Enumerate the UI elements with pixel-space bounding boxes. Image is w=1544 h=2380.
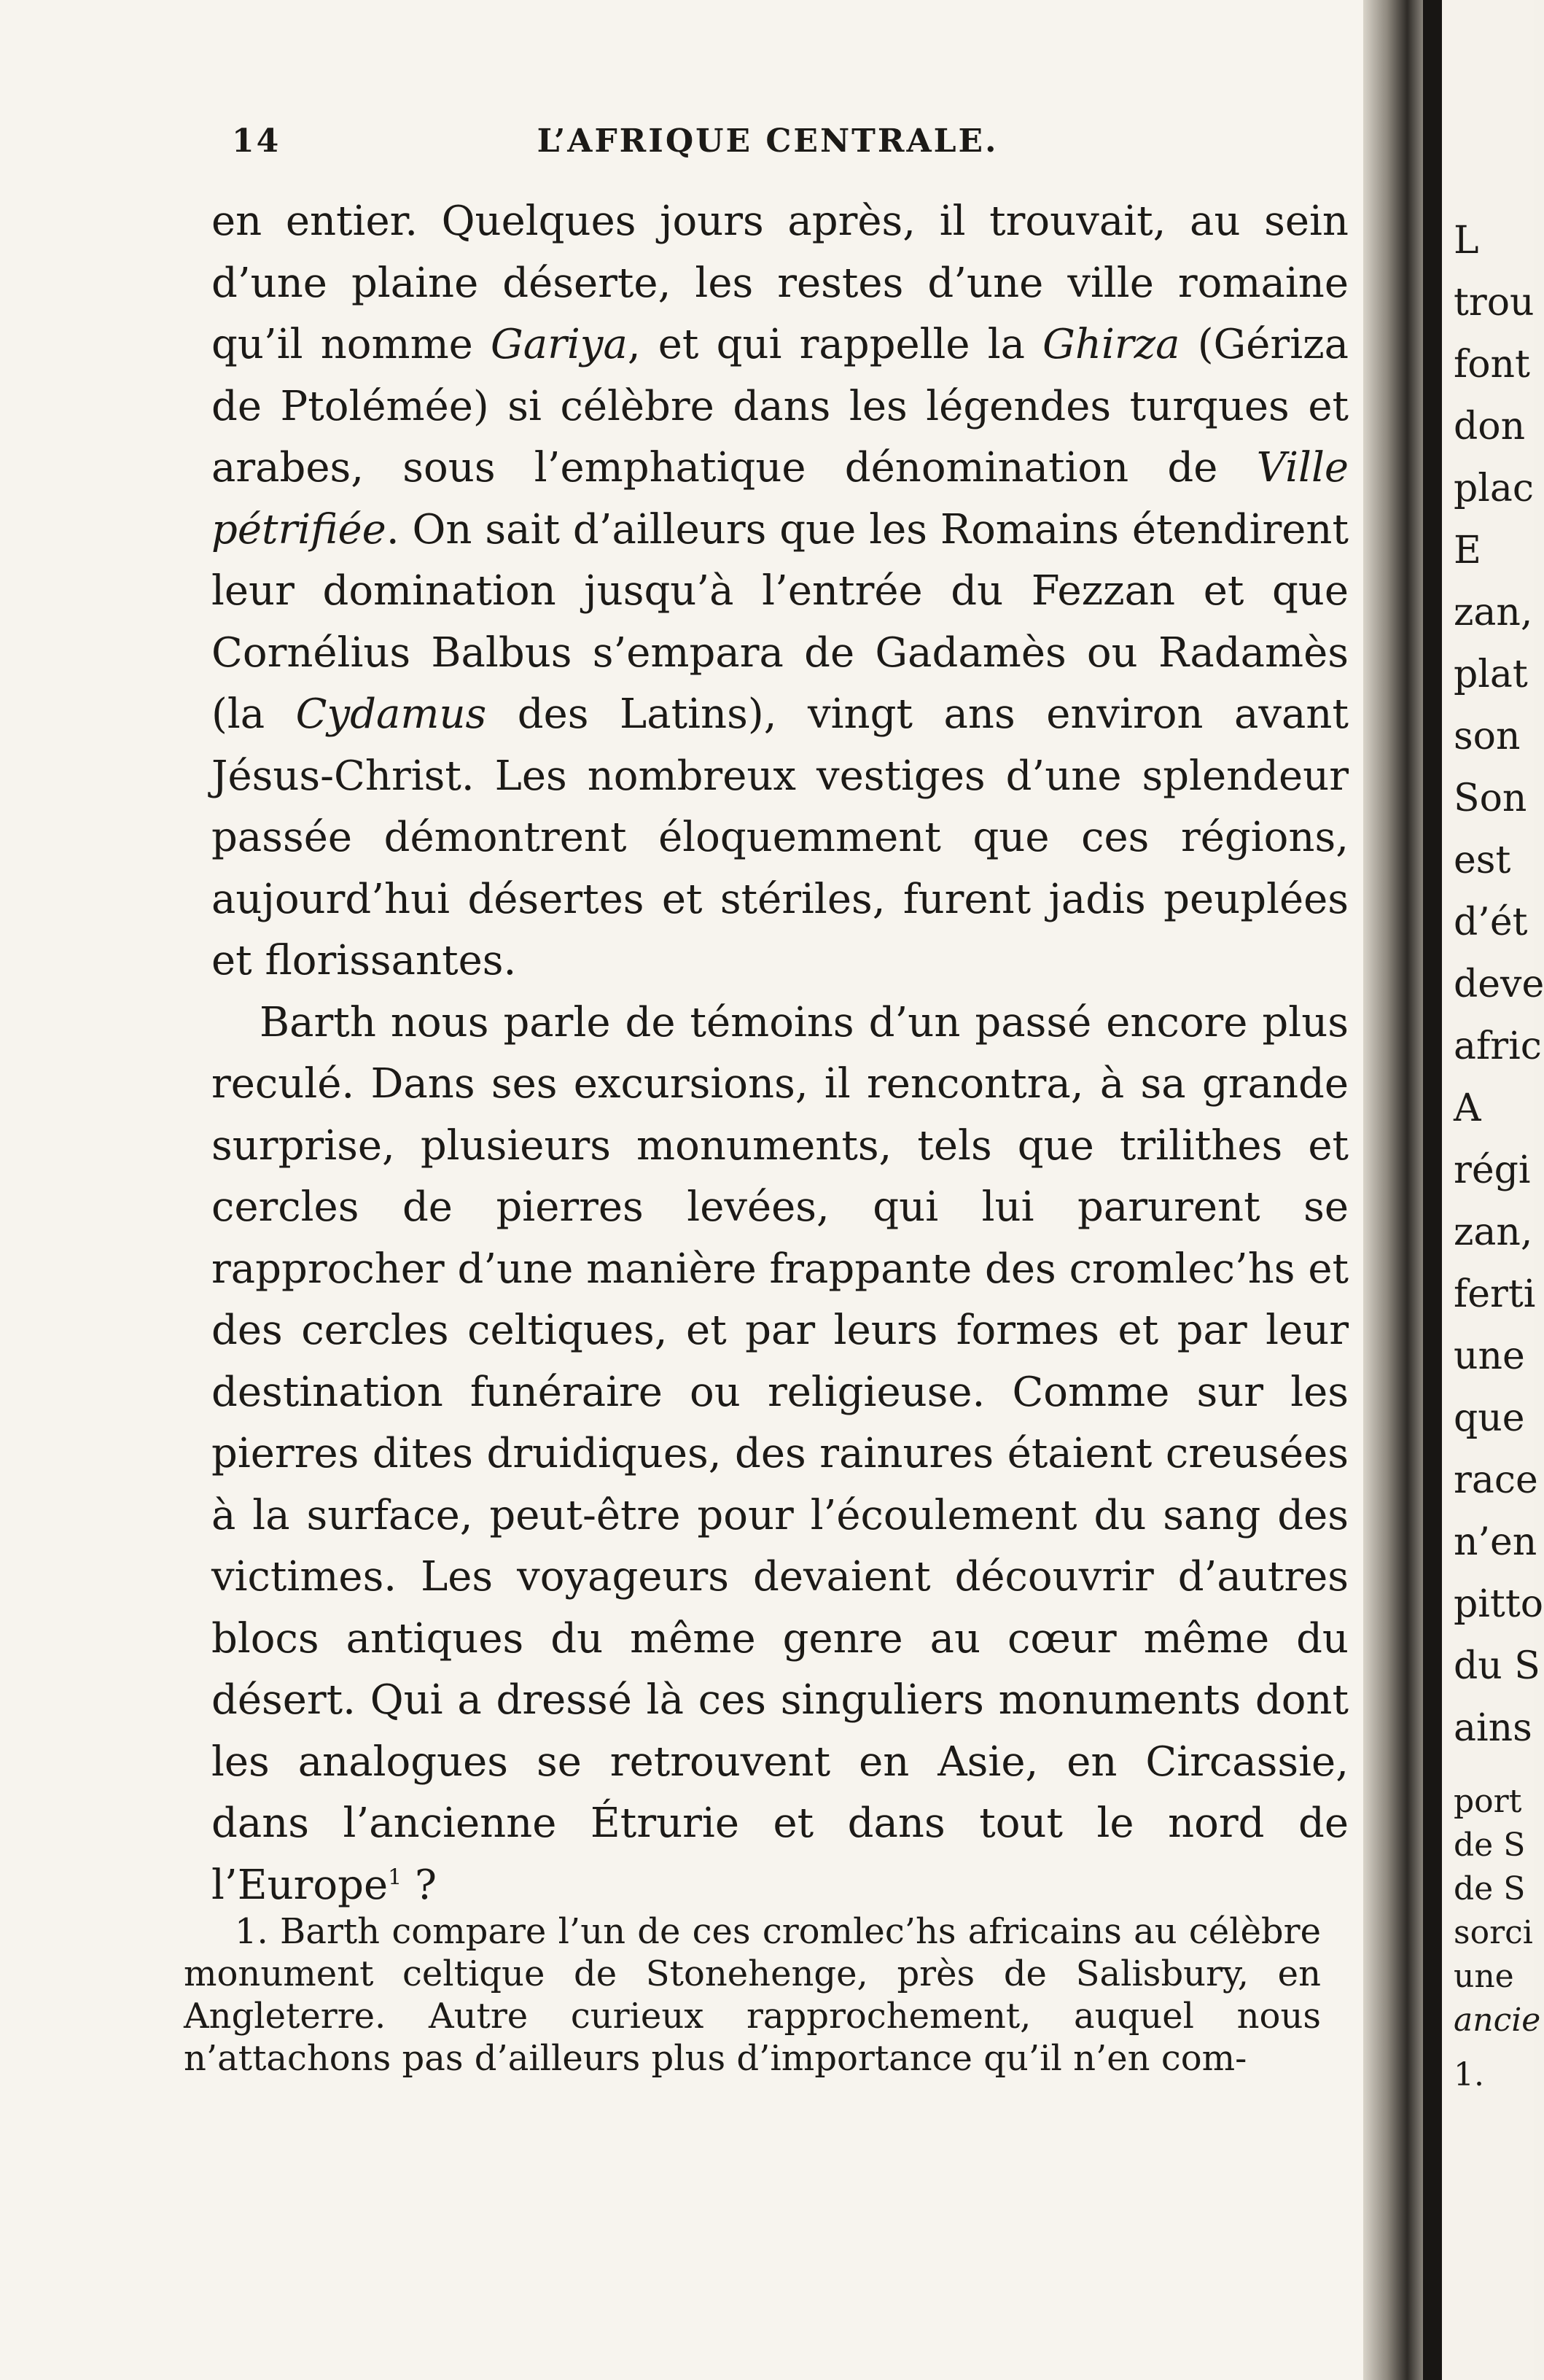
- text-run: ?: [402, 1861, 437, 1909]
- italic-term: Ghirza: [1042, 321, 1180, 368]
- binding-shadow: [1423, 0, 1442, 2380]
- text-run: Barth nous parle de témoins d’un passé encore plus reculé. Dans ses excursions, il rencontra, à sa grande surprise, plusieurs monuments, tels que trilithes et cercles de pierres levées, qui lui parurent se rapprocher d’une manière frappante des cromlec’hs et des cercles celtiques, et par leurs formes et par leur destination funéraire ou religieuse. Comme sur les pierres dites druidiques, des rainures étaient creusées à la surface, peut-être pour l’écoulement du sang des victimes. Les voyageurs devaient découvrir d’autres blocs antiques du même genre au cœur même du désert. Qui a dressé là ces singuliers monuments dont les analogues se retrouvent en Asie, en Circassie, dans l’ancienne Étrurie et dans tout le nord de l’Europe: [211, 998, 1349, 1909]
- text-run: en entier. Quelques jours après, il trouvait, au sein d’une plaine déserte, les restes d’une ville romaine qu’il nomme: [211, 198, 1349, 368]
- right-page-line-fragment: du S: [1454, 1644, 1540, 1688]
- right-page-line-fragment: font: [1454, 343, 1530, 386]
- right-page-line-fragment: plac: [1454, 467, 1535, 510]
- right-page-line-fragment: sorci: [1454, 1914, 1533, 1951]
- italic-term: Ville pétrifiée: [211, 444, 1349, 553]
- text-run: (Gériza de Ptolémée) si célèbre dans les légendes turques et arabes, sous l’emphatique dénomination de: [211, 321, 1349, 491]
- right-page-line-fragment: une: [1454, 1334, 1525, 1378]
- text-run: . On sait d’ailleurs que les Romains étendirent leur domination jusqu’à l’entrée du Fezzan et que Cornélius Balbus s’empara de Gadamès ou Radamès (la: [211, 505, 1349, 738]
- right-page-line-fragment: trou: [1454, 281, 1535, 324]
- right-page-line-fragment: zan,: [1454, 591, 1533, 634]
- right-page-line-fragment: d’ét: [1454, 901, 1528, 944]
- footnote: [184, 1910, 1321, 2080]
- right-page-line-fragment: 1.: [1454, 2056, 1484, 2093]
- text-run: des Latins), vingt ans environ avant Jésus-Christ. Les nombreux vestiges d’une splendeur passée démontrent éloquemment que ces régions, aujourd’hui désertes et stériles, furent jadis peuplées et florissantes.: [211, 691, 1349, 984]
- running-title: L’AFRIQUE CENTRALE.: [537, 122, 999, 160]
- right-page-line-fragment: ferti: [1454, 1272, 1536, 1316]
- right-page-line-fragment: Son: [1454, 777, 1527, 820]
- right-page-line-fragment: L: [1454, 219, 1479, 262]
- italic-term: Gariya: [491, 321, 628, 368]
- right-page-line-fragment: son: [1454, 715, 1521, 758]
- right-page-line-fragment: port: [1454, 1783, 1522, 1820]
- right-page-line-fragment: que: [1454, 1396, 1525, 1440]
- right-page-line-fragment: de S: [1454, 1870, 1526, 1908]
- right-page-line-fragment: deve: [1454, 962, 1544, 1006]
- page-number: 14: [232, 122, 281, 160]
- text-run: , et qui rappelle la: [627, 321, 1043, 368]
- footnote-marker: 1.: [235, 1911, 268, 1952]
- right-page-line-fragment: afric: [1454, 1024, 1542, 1068]
- right-page-line-fragment: A: [1454, 1086, 1481, 1130]
- right-page-line-fragment: race: [1454, 1458, 1538, 1502]
- italic-term: Cydamus: [295, 691, 487, 738]
- right-page-line-fragment: une: [1454, 1958, 1514, 1995]
- right-page-line-fragment: E: [1454, 529, 1481, 572]
- footnote-text: Barth compare l’un de ces cromlec’hs africains au célèbre monument celtique de Stonehenge, près de Salisbury, en Angleterre. Autre curieux rapprochement, auquel nous n’attachons pas d’ailleurs plus d’importance qu’il n’en com-: [184, 1911, 1321, 2079]
- right-page-line-fragment: régi: [1454, 1148, 1531, 1192]
- right-page-line-fragment: n’en: [1454, 1520, 1537, 1564]
- right-page-line-fragment: de S: [1454, 1827, 1526, 1864]
- footnote-reference: 1: [388, 1864, 402, 1890]
- right-page-line-fragment: don: [1454, 405, 1526, 448]
- right-page-line-fragment: pitto: [1454, 1582, 1544, 1626]
- right-page-line-fragment: ancie: [1454, 2002, 1541, 2039]
- right-page-line-fragment: plat: [1454, 653, 1528, 696]
- running-head: [232, 122, 1303, 174]
- paragraph: [211, 992, 1349, 1917]
- right-page-edge: [1442, 0, 1544, 2380]
- right-page-line-fragment: zan,: [1454, 1210, 1533, 1254]
- body-text: [211, 191, 1349, 1916]
- paragraph: [211, 191, 1349, 992]
- right-page-line-fragment: est: [1454, 839, 1511, 882]
- right-page-line-fragment: ains: [1454, 1706, 1532, 1750]
